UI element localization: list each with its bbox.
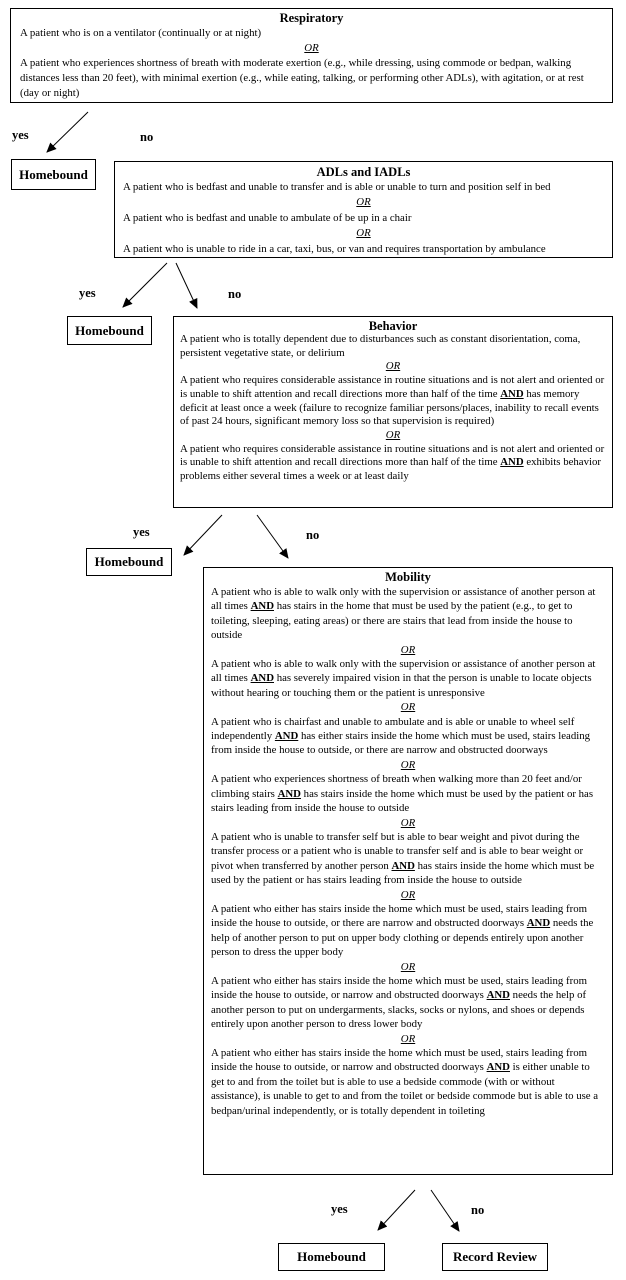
- no-label-mobility: no: [471, 1203, 485, 1217]
- text-run: A patient who requires considerable assistance in routine situations and is not alert and oriented or is unable to shift attention and recall directions more than half of the time: [180, 442, 605, 469]
- text-run: A patient who is unable to transfer self but is able to bear weight and pivot during the transfer process or a patient who is unable to transfer self and is able to bear weight or pivot when transferred by another person: [211, 830, 584, 872]
- and-connector: AND: [500, 456, 524, 469]
- text-run: A patient who either has stairs inside the home which must be used, stairs leading from inside the house to outside, or narrow and obstructed doorways: [211, 1047, 588, 1074]
- criteria-paragraph: [211, 585, 605, 643]
- criteria-paragraph: [211, 830, 605, 888]
- text-run: OR: [400, 960, 416, 973]
- and-connector: AND: [277, 787, 301, 800]
- mobility-title: Mobility: [385, 570, 431, 584]
- criteria-paragraph: [20, 56, 603, 101]
- text-run: OR: [400, 816, 416, 829]
- criteria-paragraph: [211, 974, 605, 1032]
- adls-iadls-body: [123, 180, 604, 257]
- and-connector: AND: [486, 989, 510, 1002]
- or-separator: [123, 226, 604, 241]
- text-run: has severely impaired vision in that the person is unable to locate objects without hearing or touching them or the patient is unresponsive: [211, 672, 592, 699]
- criteria-paragraph: [180, 333, 606, 360]
- and-connector: AND: [500, 387, 524, 400]
- mobility-body: [211, 585, 605, 1118]
- text-run: A patient who is on a ventilator (continually or at night): [20, 27, 262, 39]
- arrow-yes-adls: [123, 263, 167, 307]
- text-run: has stairs in the home that must be used by the patient (e.g., to get to toileting, sleeping, eating areas) or there are stairs that lead from inside the house to outside: [211, 600, 573, 642]
- homebound-box-1: Homebound: [11, 159, 96, 190]
- criteria-paragraph: [211, 715, 605, 758]
- or-separator: [211, 960, 605, 974]
- and-connector: AND: [391, 859, 415, 872]
- text-run: A patient who is chairfast and unable to ambulate and is able or unable to wheel self independently: [211, 715, 575, 743]
- criteria-paragraph: [123, 242, 604, 257]
- text-run: A patient who is able to walk only with the supervision or assistance of another person at all times: [211, 658, 596, 685]
- text-run: exhibits behavior problems either several times a week or at least daily: [180, 456, 601, 483]
- or-separator: [180, 429, 606, 443]
- or-separator: [20, 41, 603, 56]
- record-review-box: Record Review: [442, 1243, 548, 1271]
- arrow-yes-respiratory: [47, 112, 88, 152]
- yes-label-mobility: yes: [331, 1202, 348, 1216]
- text-run: A patient who is able to walk only with the supervision or assistance of another person at all times: [211, 586, 596, 613]
- text-run: OR: [400, 1032, 416, 1045]
- text-run: OR: [400, 701, 416, 714]
- criteria-paragraph: [211, 657, 605, 700]
- text-run: needs the help of another person to put on upper body clothing or depends entirely upon another person to dress the upper body: [211, 917, 594, 959]
- and-connector: AND: [250, 600, 274, 613]
- text-run: A patient who is bedfast and unable to ambulate of be up in a chair: [123, 211, 412, 224]
- homebound-box-3: Homebound: [86, 548, 172, 576]
- mobility-criteria-box: [203, 567, 613, 1175]
- homebound-box-2: Homebound: [67, 316, 152, 345]
- or-separator: [211, 758, 605, 772]
- criteria-paragraph: [20, 26, 603, 41]
- yes-label-respiratory: yes: [12, 128, 29, 142]
- behavior-body: [180, 333, 606, 484]
- or-separator: [123, 195, 604, 210]
- and-connector: AND: [486, 1061, 510, 1074]
- arrow-no-mobility: [431, 1190, 459, 1231]
- text-run: A patient who requires considerable assistance in routine situations and is not alert and oriented or is unable to shift attention and recall directions more than half of the time: [180, 374, 605, 400]
- yes-label-adls: yes: [79, 286, 96, 300]
- arrow-no-behavior: [257, 515, 288, 558]
- text-run: A patient who experiences shortness of breath when walking more than 20 feet and/or climbing stairs: [211, 773, 582, 800]
- text-run: A patient who is totally dependent due to disturbances such as constant disorientation, coma, persistent vegetative state, or delirium: [180, 333, 581, 359]
- text-run: OR: [356, 227, 371, 240]
- arrow-yes-behavior: [184, 515, 222, 555]
- no-label-adls: no: [228, 287, 242, 301]
- respiratory-title: Respiratory: [279, 11, 344, 25]
- no-label-behavior: no: [306, 528, 320, 542]
- and-connector: AND: [274, 730, 299, 743]
- text-run: OR: [400, 888, 416, 901]
- text-run: OR: [356, 196, 371, 209]
- adls-iadls-criteria-box: [114, 161, 613, 258]
- text-run: has stairs inside the home which must be used by the patient or has stairs leading from inside the house to outside: [211, 859, 595, 887]
- and-connector: AND: [526, 917, 551, 930]
- or-separator: [211, 1032, 605, 1046]
- text-run: OR: [304, 42, 319, 54]
- or-separator: [211, 816, 605, 830]
- or-separator: [180, 360, 606, 374]
- criteria-paragraph: [211, 1046, 605, 1118]
- or-separator: [211, 888, 605, 902]
- and-connector: AND: [250, 672, 274, 685]
- text-run: has stairs inside the home which must be used by the patient or has stairs leading from inside the house to outside: [211, 787, 594, 815]
- text-run: needs the help of another person to put on undergarments, slacks, socks or nylons, and shoes or depends entirely upon another person to dress lower body: [211, 989, 587, 1031]
- criteria-paragraph: [180, 374, 606, 429]
- text-run: A patient who either has stairs inside the home which must be used, stairs leading from inside the house to outside, or there are narrow and obstructed doorways: [211, 902, 588, 930]
- text-run: A patient who is bedfast and unable to transfer and is able or unable to turn and position self in bed: [123, 181, 551, 193]
- text-run: has either stairs inside the home which must be used, stairs leading from inside the house to outside, or there are narrow and obstructed doorways: [211, 730, 591, 757]
- text-run: OR: [400, 643, 416, 656]
- text-run: OR: [385, 360, 401, 373]
- text-run: A patient who either has stairs inside the home which must be used, stairs leading from inside the house to outside, or narrow and obstructed doorways: [211, 974, 588, 1002]
- yes-label-behavior: yes: [133, 525, 150, 539]
- behavior-title: Behavior: [368, 319, 418, 333]
- or-separator: [211, 643, 605, 657]
- adls-iadls-title: ADLs and IADLs: [316, 165, 411, 179]
- text-run: is either unable to get to and from the toilet but is able to use a bedside commode (with or without assistance), is unable to get to and from the toilet or bedside commode but is able to use a bedpan/urinal independently, or is totally dependent in toileting: [211, 1061, 599, 1117]
- criteria-paragraph: [211, 772, 605, 815]
- criteria-paragraph: [123, 211, 604, 226]
- text-run: has memory deficit at least once a week (failure to recognize familiar persons/places, inability to recall events of past 24 hours, significant memory loss so that supervision is required): [180, 387, 599, 428]
- criteria-paragraph: [211, 902, 605, 960]
- text-run: OR: [400, 758, 416, 771]
- arrow-yes-mobility: [378, 1190, 415, 1230]
- text-run: OR: [385, 428, 401, 441]
- text-run: A patient who experiences shortness of breath with moderate exertion (e.g., while dressing, using commode or bedpan, walking distances less than 20 feet), with minimal exertion (e.g., while eating, talking, or performing other ADLs), with agitation, or at rest (day or night): [20, 57, 584, 99]
- respiratory-body: [20, 26, 603, 101]
- or-separator: [211, 700, 605, 714]
- arrow-no-adls: [176, 263, 197, 308]
- criteria-paragraph: [123, 180, 604, 195]
- respiratory-criteria-box: [10, 8, 613, 103]
- no-label-respiratory: no: [140, 130, 154, 144]
- criteria-paragraph: [180, 443, 606, 484]
- text-run: A patient who is unable to ride in a car, taxi, bus, or van and requires transportation by ambulance: [123, 242, 546, 255]
- behavior-criteria-box: [173, 316, 613, 508]
- homebound-box-4: Homebound: [278, 1243, 385, 1271]
